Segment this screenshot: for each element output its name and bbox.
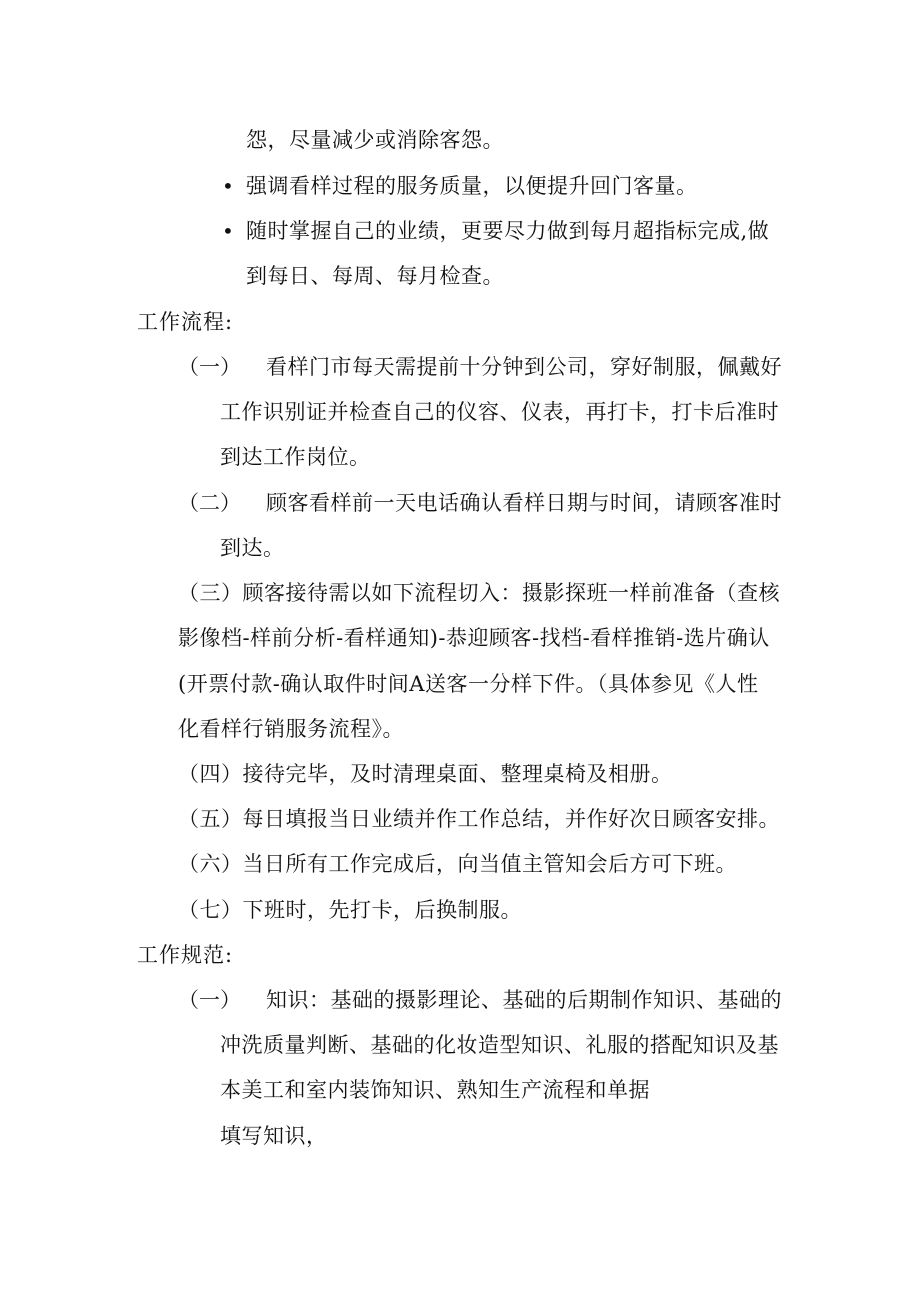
bullet-icon: • (222, 219, 234, 243)
list-item-text: 冲洗质量判断、基础的化妆造型知识、礼服的搭配知识及基 (220, 1033, 779, 1057)
list-item-marker: （一） (178, 355, 241, 379)
list-item-text: （六）当日所有工作完成后，向当值主管知会后方可下班。 (178, 852, 737, 876)
bullet-item-text: 强调看样过程的服务质量，以便提升回门客量。 (246, 174, 698, 198)
list-item-text: （三）顾客接待需以如下流程切入：摄影探班一样前准备（查核 (178, 581, 780, 605)
bullet-item-text: 随时掌握自己的业绩，更要尽力做到每月超指标完成,做 (246, 219, 770, 243)
list-item-text: 到达。 (220, 536, 285, 560)
section-heading-workflow: 工作流程: (137, 310, 234, 334)
list-item-text: 顾客看样前一天电话确认看样日期与时间，请顾客准时 (266, 491, 782, 515)
list-item-text: （七）下班时，先打卡，后换制服。 (178, 898, 522, 922)
list-item-text: (开票付款-确认取件时间A送客一分样下件。（具体参见《人性 (178, 672, 759, 696)
list-item-text: 影像档-样前分析-看样通知)-恭迎顾客-找档-看样推销-选片确认 (178, 626, 770, 650)
bullet-continuation-line: 怨，尽量减少或消除客怨。 (246, 128, 504, 152)
list-item-marker: （一） (178, 988, 241, 1012)
list-item-text: 化看样行销服务流程》。 (178, 717, 404, 741)
list-item-text: 填写知识， (220, 1124, 328, 1148)
list-item-text: 工作识别证并检查自己的仪容、仪表，再打卡，打卡后准时 (220, 400, 779, 424)
bullet-item-text: 到每日、每周、每月检查。 (246, 264, 504, 288)
list-item-text: 到达工作岗位。 (220, 445, 371, 469)
list-item-text: （四）接待完毕，及时清理桌面、整理桌椅及相册。 (178, 762, 673, 786)
section-heading-norms: 工作规范: (137, 943, 234, 967)
list-item-text: 知识：基础的摄影理论、基础的后期制作知识、基础的 (266, 988, 782, 1012)
bullet-icon: • (222, 174, 234, 198)
list-item-text: 看样门市每天需提前十分钟到公司，穿好制服，佩戴好 (266, 355, 782, 379)
list-item-text: 本美工和室内装饰知识、熟知生产流程和单据 (220, 1078, 650, 1102)
list-item-marker: （二） (178, 491, 241, 515)
list-item-text: （五）每日填报当日业绩并作工作总结，并作好次日顾客安排。 (178, 807, 780, 831)
